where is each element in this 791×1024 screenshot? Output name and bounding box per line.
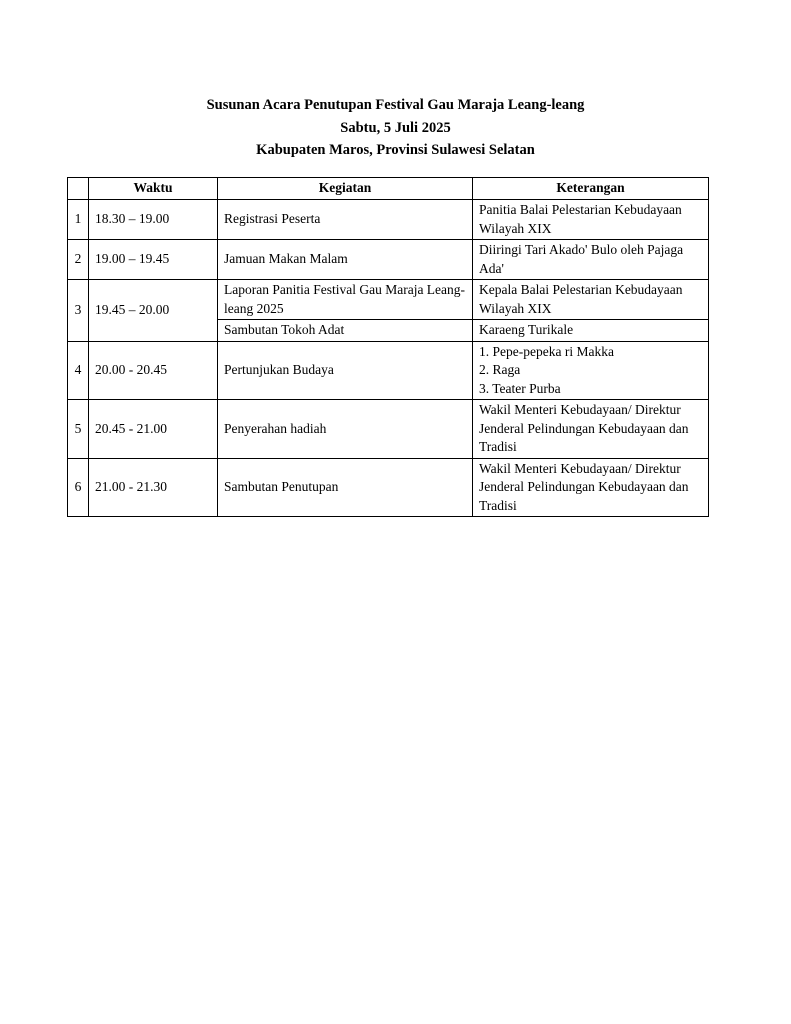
keterangan-cell: Karaeng Turikale <box>473 320 709 342</box>
document-location: Kabupaten Maros, Provinsi Sulawesi Selatan <box>256 142 535 158</box>
row-number: 4 <box>68 341 89 400</box>
col-header-no <box>68 178 89 200</box>
col-header-keterangan: Keterangan <box>473 178 709 200</box>
keterangan-cell: Wakil Menteri Kebudayaan/ Direktur Jenderal Pelindungan Kebudayaan dan Tradisi <box>473 400 709 459</box>
col-header-kegiatan: Kegiatan <box>218 178 473 200</box>
keterangan-cell: Diiringi Tari Akado' Bulo oleh Pajaga Ada' <box>473 240 709 280</box>
waktu-cell: 18.30 – 19.00 <box>89 200 218 240</box>
waktu-cell: 19.45 – 20.00 <box>89 280 218 342</box>
keterangan-cell <box>473 341 709 400</box>
kegiatan-cell: Sambutan Penutupan <box>218 458 473 517</box>
row-number: 3 <box>68 280 89 342</box>
keterangan-cell: Panitia Balai Pelestarian Kebudayaan Wilayah XIX <box>473 200 709 240</box>
keterangan-cell: Kepala Balai Pelestarian Kebudayaan Wilayah XIX <box>473 280 709 320</box>
kegiatan-cell: Jamuan Makan Malam <box>218 240 473 280</box>
waktu-cell: 20.45 - 21.00 <box>89 400 218 459</box>
kegiatan-cell: Penyerahan hadiah <box>218 400 473 459</box>
document-title-block <box>0 94 791 162</box>
waktu-cell: 21.00 - 21.30 <box>89 458 218 517</box>
row-number: 2 <box>68 240 89 280</box>
keterangan-line: 2. Raga <box>479 362 521 377</box>
row-number: 1 <box>68 200 89 240</box>
kegiatan-cell: Pertunjukan Budaya <box>218 341 473 400</box>
waktu-cell: 20.00 - 20.45 <box>89 341 218 400</box>
kegiatan-cell: Registrasi Peserta <box>218 200 473 240</box>
row-number: 6 <box>68 458 89 517</box>
keterangan-cell: Wakil Menteri Kebudayaan/ Direktur Jenderal Pelindungan Kebudayaan dan Tradisi <box>473 458 709 517</box>
waktu-cell: 19.00 – 19.45 <box>89 240 218 280</box>
row-number: 5 <box>68 400 89 459</box>
table-row <box>68 200 709 240</box>
table-row <box>68 458 709 517</box>
table-row <box>68 240 709 280</box>
header-row <box>68 178 709 200</box>
table-row <box>68 280 709 320</box>
col-header-waktu: Waktu <box>89 178 218 200</box>
table-row <box>68 400 709 459</box>
document-title: Susunan Acara Penutupan Festival Gau Maraja Leang-leang <box>206 97 585 113</box>
kegiatan-cell: Sambutan Tokoh Adat <box>218 320 473 342</box>
keterangan-line: 1. Pepe-pepeka ri Makka <box>479 343 614 359</box>
schedule-table <box>67 177 709 517</box>
table-row <box>68 341 709 400</box>
keterangan-line: 3. Teater Purba <box>479 380 561 396</box>
document-date: Sabtu, 5 Juli 2025 <box>340 119 451 136</box>
kegiatan-cell: Laporan Panitia Festival Gau Maraja Leang-leang 2025 <box>218 280 473 320</box>
